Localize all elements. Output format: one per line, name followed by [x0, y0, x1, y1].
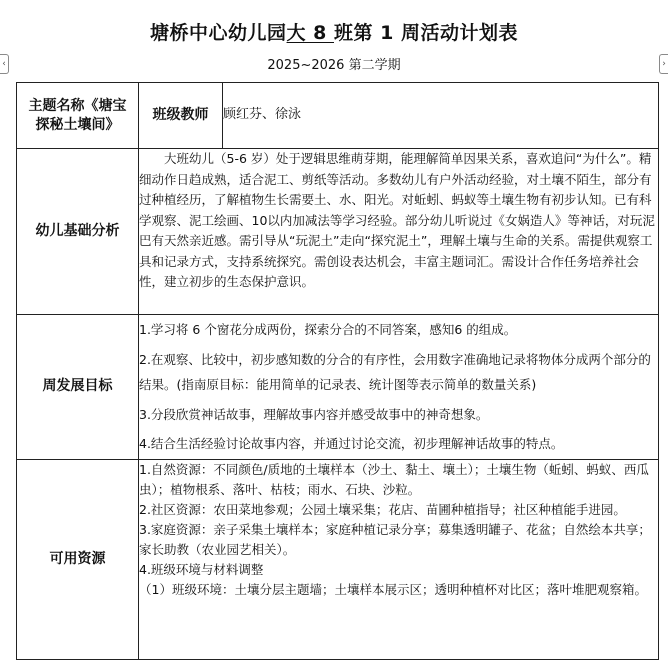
teacher-label-cell: 班级教师	[139, 83, 223, 149]
goal-item: 1.学习将 6 个窗花分成两份，探索分合的不同答案，感知6 的组成。	[139, 322, 517, 337]
theme-name-cell: 主题名称《塘宝探秘土壤间》	[17, 83, 139, 149]
resources-content-cell	[139, 459, 659, 659]
resource-item: （1）班级环境：土壤分层主题墙；土壤样本展示区；透明种植杯对比区；落叶堆肥观察箱。	[139, 581, 647, 597]
left-edge-handle-icon[interactable]: ‹	[0, 54, 9, 74]
semester-subtitle: 2025~2026 第二学期	[267, 58, 401, 73]
activity-plan-table	[16, 82, 659, 660]
title-prefix: 塘桥中心幼儿园	[150, 22, 287, 44]
table-row	[17, 315, 659, 460]
title-suffix: 班第 1 周活动计划表	[334, 22, 518, 44]
goal-item: 2.在观察、比较中，初步感知数的分合的有序性，会用数字准确地记录将物体分成两个部分的结果。(指南原目标：能用简单的记录表、统计图等表示简单的数量关系)	[139, 351, 651, 392]
analysis-label-cell: 幼儿基础分析	[17, 149, 139, 315]
page-title	[0, 18, 668, 45]
analysis-paragraph: 大班幼儿（5-6 岁）处于逻辑思维萌芽期，能理解简单因果关系，喜欢追问“为什么”。精细动作日趋成熟，适合泥工、剪纸等活动。多数幼儿有户外活动经验，对土壤不陌生，部分有过种植经历，了解植物生长需要土、水、阳光。对蚯蚓、蚂蚁等土壤生物有初步认知。已有科学观察、泥工绘画、10以内加减法等学习经验。部分幼儿听说过《女娲造人》等神话，对玩泥巴有天然亲近感。需引导从“玩泥土”走向“探究泥土”，理解土壤与生命的关系。需提供观察工具和记录方式，支持系统探究。需创设表达机会，丰富主题词汇。需设计合作任务培养社会性，建立初步的生态保护意识。	[139, 151, 655, 289]
table-row	[17, 83, 659, 149]
goal-item: 4.结合生活经验讨论故事内容，并通过讨论交流，初步理解神话故事的特点。	[139, 436, 564, 451]
title-class-name: 大 8	[286, 22, 334, 44]
goals-content-cell	[139, 315, 659, 460]
teacher-names-cell: 顾红芬、徐泳	[223, 83, 659, 149]
resources-label-cell: 可用资源	[17, 459, 139, 659]
table-row	[17, 459, 659, 659]
analysis-content-cell	[139, 149, 659, 315]
right-edge-handle-icon[interactable]: ›	[659, 54, 668, 74]
goal-item: 3.分段欣赏神话故事，理解故事内容并感受故事中的神奇想象。	[139, 406, 489, 422]
goals-label-cell: 周发展目标	[17, 315, 139, 460]
resource-item: 1.自然资源：不同颜色/质地的土壤样本（沙土、黏土、壤土）；土壤生物（蚯蚓、蚂蚁、西瓜虫）；植物根系、落叶、枯枝；雨水、石块、沙粒。	[139, 461, 649, 497]
resource-item: 3.家庭资源：亲子采集土壤样本；家庭种植记录分享；募集透明罐子、花盆；自然绘本共享；家长助教（农业园艺相关）。	[139, 521, 651, 557]
resource-item: 2.社区资源：农田菜地参观；公园土壤采集；花店、苗圃种植指导；社区种植能手进园。	[139, 501, 626, 517]
resource-item: 4.班级环境与材料调整	[139, 561, 264, 577]
table-row	[17, 149, 659, 315]
